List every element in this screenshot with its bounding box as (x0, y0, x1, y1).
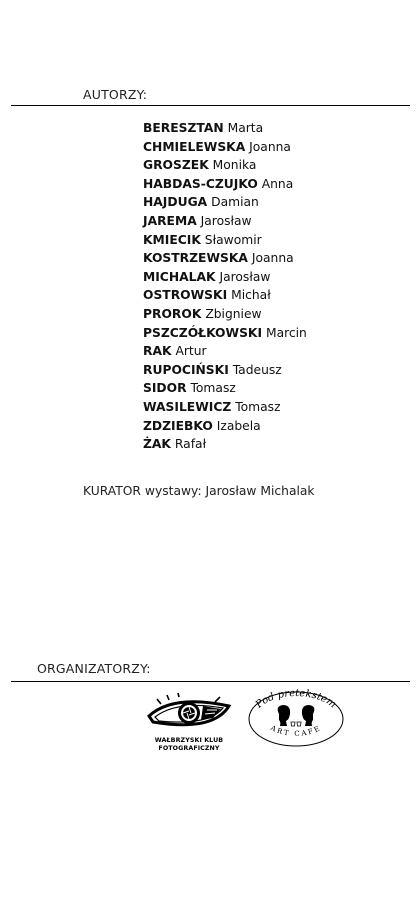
curator-line (83, 484, 315, 498)
author-surname: SIDOR (143, 381, 187, 396)
author-item (143, 342, 307, 361)
author-given-name: Zbigniew (205, 306, 262, 321)
author-item (143, 231, 307, 250)
author-surname: CHMIELEWSKA (143, 139, 246, 154)
author-given-name: Joanna (251, 251, 294, 266)
author-item (143, 305, 307, 324)
camera-eye-icon (143, 692, 235, 736)
author-item (143, 212, 307, 231)
author-given-name: Monika (212, 158, 257, 173)
organizers-heading: ORGANIZATORZY: (37, 661, 151, 676)
svg-text:ART CAFE (268, 723, 322, 737)
top-divider (11, 105, 410, 106)
author-item (143, 324, 307, 343)
author-surname: HAJDUGA (143, 195, 208, 210)
author-given-name: Marcin (265, 325, 307, 340)
author-surname: OSTROWSKI (143, 288, 228, 303)
walbrzyski-klub-logo (143, 692, 235, 760)
author-surname: RAK (143, 344, 172, 359)
author-surname: GROSZEK (143, 158, 209, 173)
bottom-divider (11, 681, 410, 682)
author-given-name: Michał (231, 288, 271, 303)
author-given-name: Tadeusz (232, 362, 282, 377)
author-item (143, 249, 307, 268)
author-surname: KMIECIK (143, 232, 201, 247)
author-surname: HABDAS-CZUJKO (143, 176, 258, 191)
author-given-name: Joanna (249, 139, 291, 154)
author-surname: JAREMA (143, 213, 197, 228)
author-given-name: Izabela (216, 418, 261, 433)
author-surname: BERESZTAN (143, 121, 224, 135)
author-given-name: Jarosław (219, 269, 271, 284)
authors-heading: AUTORZY: (83, 87, 148, 102)
author-surname: KOSTRZEWSKA (143, 251, 248, 266)
author-item (143, 119, 307, 138)
author-item (143, 417, 307, 436)
two-faces-icon (245, 688, 347, 750)
author-item (143, 268, 307, 287)
pod-pretekstem-logo (245, 688, 347, 750)
author-item (143, 435, 307, 454)
author-surname: MICHALAK (143, 269, 216, 284)
author-item (143, 361, 307, 380)
curator-text: wystawy: Jarosław Michalak (144, 484, 315, 498)
author-surname: WASILEWICZ (143, 399, 232, 414)
author-surname: RUPOCIŃSKI (143, 362, 229, 377)
authors-list (143, 119, 307, 454)
author-given-name: Anna (261, 176, 294, 191)
author-item (143, 156, 307, 175)
walbrzyski-klub-line1: WAŁBRZYSKI KLUB (154, 737, 224, 744)
author-surname: ŻAK (143, 437, 171, 452)
author-item (143, 138, 307, 157)
author-item (143, 379, 307, 398)
author-given-name: Tomasz (190, 381, 236, 396)
author-given-name: Tomasz (235, 399, 281, 414)
art-cafe-arc-text: ART CAFE (269, 723, 323, 738)
author-surname: ZDZIEBKO (143, 418, 213, 433)
walbrzyski-klub-line2: FOTOGRAFICZNY (158, 745, 220, 752)
author-given-name: Marta (227, 121, 264, 135)
curator-label: KURATOR (83, 484, 141, 498)
author-given-name: Damian (211, 195, 259, 210)
author-item (143, 175, 307, 194)
author-item (143, 193, 307, 212)
author-surname: PROROK (143, 306, 202, 321)
author-given-name: Artur (175, 344, 207, 359)
author-given-name: Sławomir (204, 232, 262, 247)
author-given-name: Jarosław (200, 213, 252, 228)
walbrzyski-klub-text (143, 737, 235, 753)
author-surname: PSZCZÓŁKOWSKI (143, 325, 263, 340)
svg-text:Pod pretekstem (253, 688, 338, 711)
pod-pretekstem-arc-text: Pod pretekstem (253, 688, 339, 711)
author-item (143, 398, 307, 417)
author-given-name: Rafał (174, 437, 207, 452)
author-item (143, 286, 307, 305)
